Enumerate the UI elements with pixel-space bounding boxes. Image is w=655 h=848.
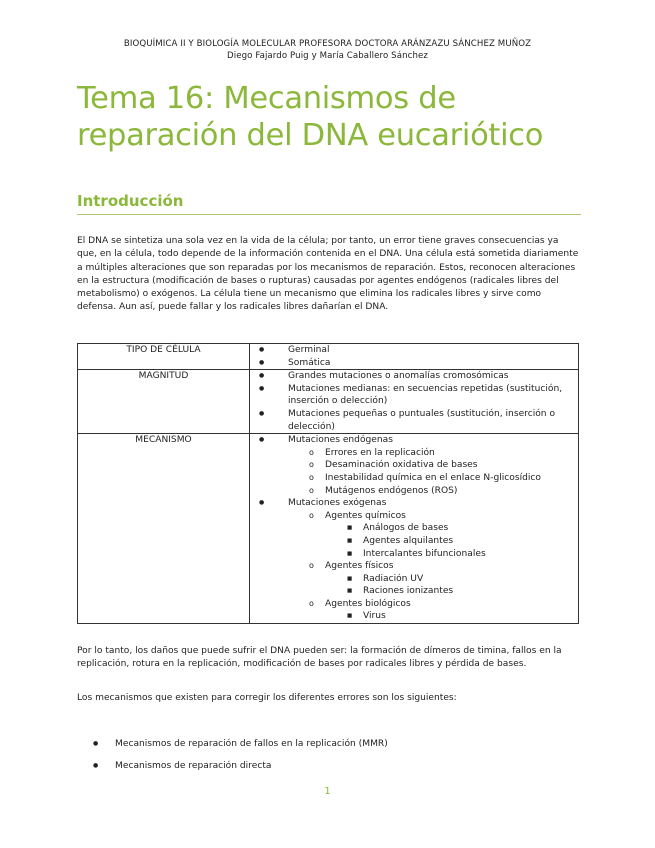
list-item [325, 560, 574, 598]
page-header [0, 38, 655, 62]
list-item: ■ Análogos de bases [363, 522, 574, 535]
section-title: Introducción [77, 192, 184, 210]
list-item: ● Somática [288, 357, 574, 370]
title-line-1: Tema 16: Mecanismos de [77, 81, 456, 116]
list-item: o Errores en la replicación [325, 447, 574, 460]
row-value-magnitud [250, 370, 579, 434]
intro-paragraph: El DNA se sintetiza una sola vez en la vida de la célula; por tanto, un error tiene graves consecuencias ya que, en la célula, todo depende de la información contenida en el DNA. Una célula está sometida diariamente a múltiples alteraciones que son reparadas por los mecanismos de reparación. Estos, reconocen alteraciones en la estructura (modificación de bases o rupturas) causadas por agentes endógenos (radicales libres del metabolismo) o exógenos. La célula tiene un mecanismo que elimina los radicales libres y sirve como defensa. Aun así, puede fallar y los radicales libres dañarían el DNA. [77, 236, 579, 313]
section-divider [77, 214, 581, 215]
row-value-mecanismo [250, 434, 579, 624]
quimicos-label: Agentes químicos [325, 510, 406, 521]
endogenas-label: Mutaciones endógenas [288, 435, 393, 446]
list-item: ■ Intercalantes bifuncionales [363, 548, 574, 561]
list-item: ■ Agentes alquilantes [363, 535, 574, 548]
header-course: BIOQUÍMICA II Y BIOLOGÍA MOLECULAR PROFESORA DOCTORA ARÁNZAZU SÁNCHEZ MUÑOZ [123, 39, 532, 49]
row-key-magnitud: MAGNITUD [78, 370, 250, 434]
row-key-tipo: TIPO DE CÉLULA [78, 344, 250, 370]
table-row [78, 344, 579, 370]
mechanisms-list [77, 733, 388, 777]
list-item: ● Mutaciones medianas: en secuencias repetidas (sustitución, inserción o delección) [288, 383, 574, 408]
list-item [288, 434, 574, 497]
list-item: o Mutágenos endógenos (ROS) [325, 485, 574, 498]
mutation-table [77, 343, 579, 624]
exogenas-label: Mutaciones exógenas [288, 498, 387, 509]
fisicos-label: Agentes físicos [325, 561, 394, 572]
damage-paragraph: Por lo tanto, los daños que puede sufrir el DNA pueden ser: la formación de dímeros de timina, fallos en la replicación, rotura en la replicación, modificación de bases por radicales libres y pérdida de bases. [77, 646, 562, 670]
page-number: 1 [324, 786, 331, 797]
biologicos-label: Agentes biológicos [325, 598, 411, 609]
table-row [78, 370, 579, 434]
row-value-tipo [250, 344, 579, 370]
list-item: ● Mecanismos de reparación de fallos en la replicación (MMR) [115, 733, 388, 755]
header-authors: Diego Fajardo Puig y María Caballero Sánchez [226, 51, 429, 61]
section-heading [77, 191, 581, 215]
list-item: o Desaminación oxidativa de bases [325, 459, 574, 472]
table-row [78, 434, 579, 624]
list-item: ■ Raciones ionizantes [363, 585, 574, 598]
list-item: ■ Virus [363, 610, 574, 623]
list-item: ● Germinal [288, 344, 574, 357]
list-item: ● Grandes mutaciones o anomalías cromosómicas [288, 370, 574, 383]
list-item [288, 497, 574, 623]
list-item [325, 510, 574, 560]
mechanisms-intro: Los mecanismos que existen para corregir los diferentes errores son los siguientes: [77, 693, 457, 703]
title-line-2: reparación del DNA eucariótico [77, 118, 544, 153]
list-item: ● Mecanismos de reparación directa [115, 755, 388, 777]
list-item [325, 598, 574, 623]
page-title [77, 80, 597, 154]
row-key-mecanismo: MECANISMO [78, 434, 250, 624]
list-item: ● Mutaciones pequeñas o puntuales (sustitución, inserción o delección) [288, 408, 574, 433]
list-item: ■ Radiación UV [363, 573, 574, 586]
list-item: o Inestabilidad química en el enlace N-glicosídico [325, 472, 574, 485]
